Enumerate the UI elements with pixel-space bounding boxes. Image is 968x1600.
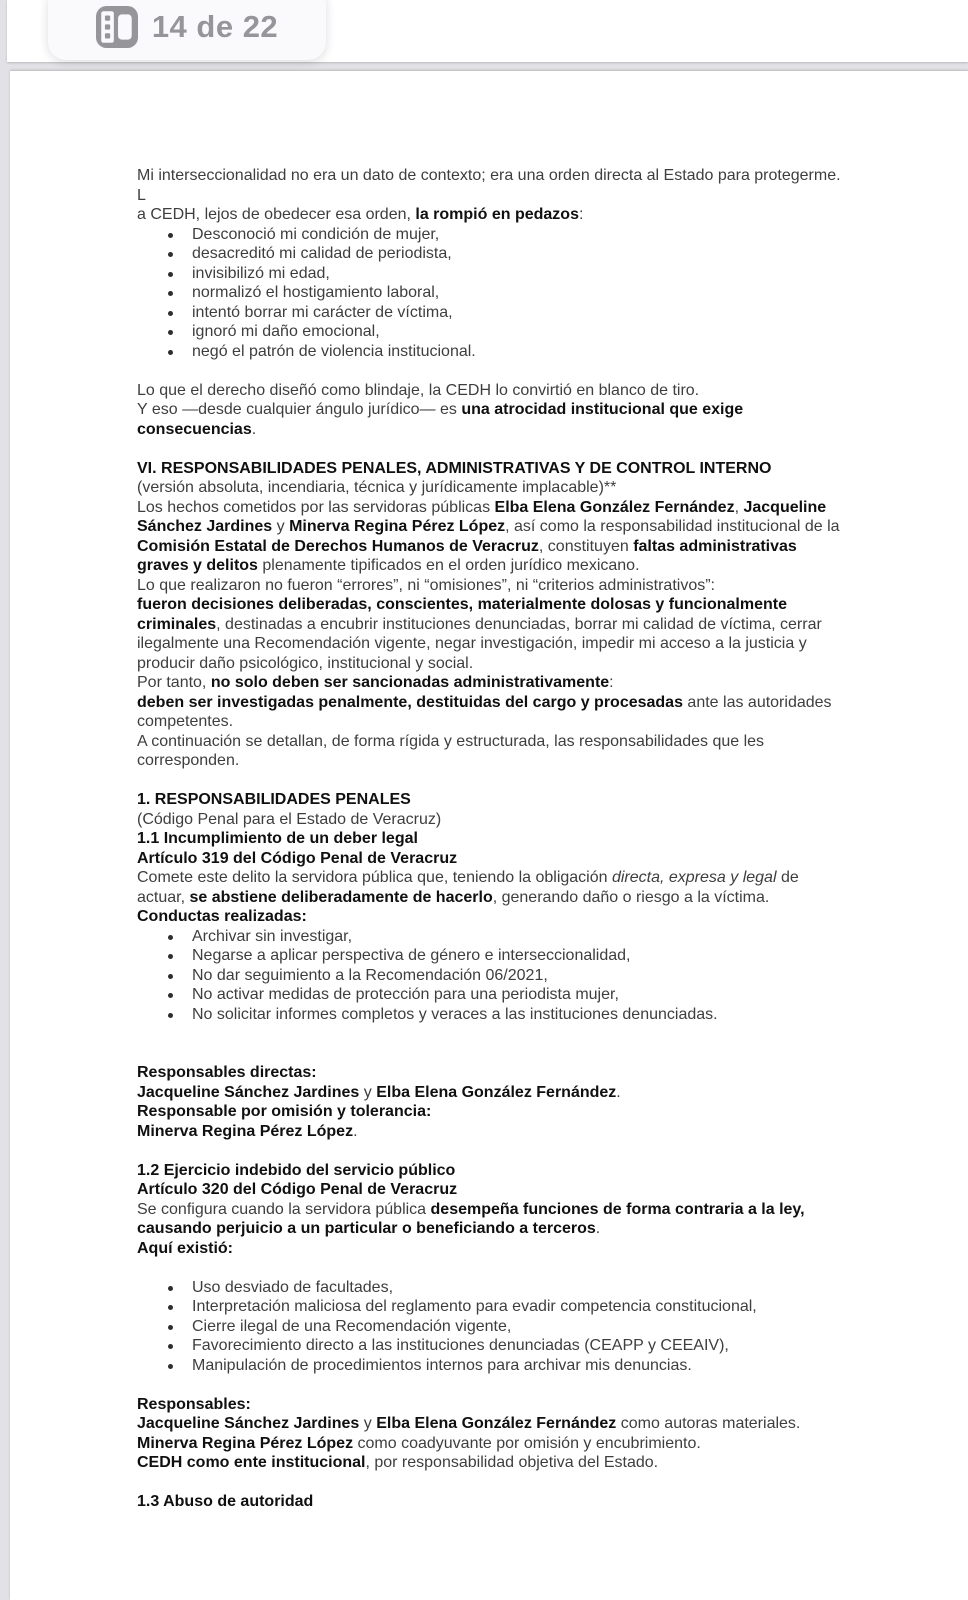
paragraph: fueron decisiones deliberadas, conscientes, materialmente dolosas y funcionalmente criminales, destinadas a encubrir instituciones denunciadas, borrar mi calidad de víctima, cerrar ilegalmente una Recomendación vigente, negar investigación, impedir mi acceso a la justicia y producir daño psicológico, institucional y social. <box>137 596 822 672</box>
paragraph: Conductas realizadas: <box>137 908 307 925</box>
paragraph: (Código Penal para el Estado de Veracruz) <box>137 810 442 828</box>
paragraph: Se configura cuando la servidora pública desempeña funciones de forma contraria a la ley, causando perjuicio a un particular o beneficiando a terceros. <box>137 1200 805 1237</box>
paragraph: Artículo 320 del Código Penal de Veracruz <box>137 1181 458 1198</box>
bullet-item: Desconoció mi condición de mujer, <box>137 225 848 245</box>
page-indicator-label: 14 de 22 <box>151 9 279 44</box>
bullet-item: normalizó el hostigamiento laboral, <box>137 283 848 303</box>
blank-line <box>137 361 848 381</box>
blank-line <box>137 1141 848 1161</box>
bullet-list <box>137 927 848 1025</box>
paragraph: Jacqueline Sánchez Jardines y Elba Elena González Fernández como autoras materiales. <box>137 1415 801 1432</box>
page-indicator[interactable] <box>48 0 326 60</box>
bullet-item: negó el patrón de violencia institucional. <box>137 342 848 362</box>
paragraph: Minerva Regina Pérez López. <box>137 1122 358 1140</box>
blank-line <box>137 1375 848 1395</box>
paragraph: Responsable por omisión y tolerancia: <box>137 1103 432 1120</box>
blank-line <box>137 1024 848 1063</box>
paragraph: A continuación se detallan, de forma rígida y estructurada, las responsabilidades que les corresponden. <box>137 732 765 769</box>
paragraph: Mi interseccionalidad no era un dato de contexto; era una orden directa al Estado para protegerme. <box>137 167 841 184</box>
paragraph: Artículo 319 del Código Penal de Veracruz <box>137 849 458 867</box>
bullet-item: Cierre ilegal de una Recomendación vigente, <box>137 1317 848 1337</box>
paragraph: 1.1 Incumplimiento de un deber legal <box>137 830 418 847</box>
paragraph: VI. RESPONSABILIDADES PENALES, ADMINISTRATIVAS Y DE CONTROL INTERNO <box>137 459 772 477</box>
paragraph: Jacqueline Sánchez Jardines y Elba Elena González Fernández. <box>137 1083 621 1101</box>
blank-line <box>137 1258 848 1278</box>
paragraph: 1.2 Ejercicio indebido del servicio público <box>137 1161 456 1179</box>
paragraph: Por tanto, no solo deben ser sancionadas administrativamente: <box>137 674 614 691</box>
paragraph: Responsables: <box>137 1395 251 1413</box>
bullet-item: No dar seguimiento a la Recomendación 06/2021, <box>137 966 848 986</box>
bullet-item: ignoró mi daño emocional, <box>137 322 848 342</box>
paragraph: 1. RESPONSABILIDADES PENALES <box>137 791 411 808</box>
blank-line <box>137 1473 848 1493</box>
paragraph: CEDH como ente institucional, por responsabilidad objetiva del Estado. <box>137 1454 659 1471</box>
paragraph: Lo que el derecho diseñó como blindaje, la CEDH lo convirtió en blanco de tiro. <box>137 381 700 399</box>
paragraph: deben ser investigadas penalmente, destituidas del cargo y procesadas ante las autoridades competentes. <box>137 693 832 730</box>
bullet-item: intentó borrar mi carácter de víctima, <box>137 303 848 323</box>
bullet-item: invisibilizó mi edad, <box>137 264 848 284</box>
paragraph: Aquí existió: <box>137 1239 234 1257</box>
paragraph: Comete este delito la servidora pública que, teniendo la obligación directa, expresa y legal de actuar, se abstiene deliberadamente de hacerlo, generando daño o riesgo a la víctima. <box>137 869 799 906</box>
bullet-item: desacreditó mi calidad de periodista, <box>137 244 848 264</box>
bullet-item: Interpretación maliciosa del reglamento para evadir competencia constitucional, <box>137 1297 848 1317</box>
bullet-item: Favorecimiento directo a las instituciones denunciadas (CEAPP y CEEAIV), <box>137 1336 848 1356</box>
paragraph: Lo que realizaron no fueron “errores”, ni “omisiones”, ni “criterios administrativos”: <box>137 576 715 594</box>
bullet-list <box>137 1278 848 1376</box>
paragraph: L <box>137 186 146 204</box>
paragraph: 1.3 Abuso de autoridad <box>137 1493 314 1510</box>
thumbnails-sidebar-icon <box>96 6 138 48</box>
bullet-list <box>137 225 848 362</box>
paragraph: Responsables directas: <box>137 1064 317 1081</box>
document-content <box>10 71 968 1512</box>
paragraph: Y eso —desde cualquier ángulo jurídico— es una atrocidad institucional que exige consecuencias. <box>137 401 744 438</box>
bullet-item: Archivar sin investigar, <box>137 927 848 947</box>
bullet-item: Uso desviado de facultades, <box>137 1278 848 1298</box>
bullet-item: Negarse a aplicar perspectiva de género e interseccionalidad, <box>137 946 848 966</box>
paragraph: a CEDH, lejos de obedecer esa orden, la rompió en pedazos: <box>137 206 584 223</box>
bullet-item: No solicitar informes completos y veraces a las instituciones denunciadas. <box>137 1005 848 1025</box>
paragraph: (versión absoluta, incendiaria, técnica y jurídicamente implacable)** <box>137 479 617 496</box>
document-page <box>10 71 968 1600</box>
paragraph: Minerva Regina Pérez López como coadyuvante por omisión y encubrimiento. <box>137 1434 701 1452</box>
blank-line <box>137 771 848 791</box>
bullet-item: Manipulación de procedimientos internos para archivar mis denuncias. <box>137 1356 848 1376</box>
bullet-item: No activar medidas de protección para una periodista mujer, <box>137 985 848 1005</box>
paragraph: Los hechos cometidos por las servidoras públicas Elba Elena González Fernández, Jacqueline Sánchez Jardines y Minerva Regina Pérez López, así como la responsabilidad institucional de la Comisión Estatal de Derechos Humanos de Veracruz, constituyen faltas administrativas graves y delitos plenamente tipificados en el orden jurídico mexicano. <box>137 498 840 574</box>
blank-line <box>137 439 848 459</box>
